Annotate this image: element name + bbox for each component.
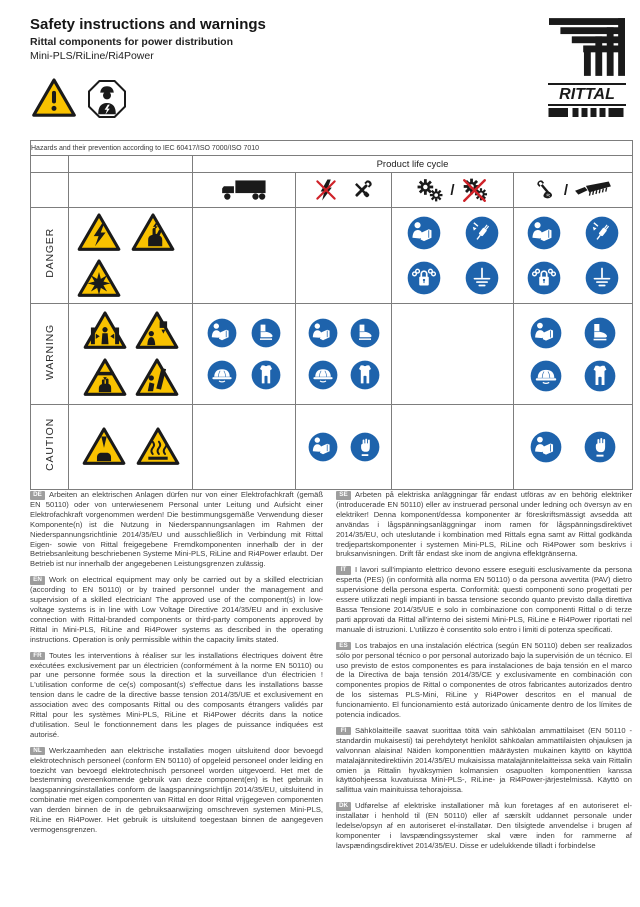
danger-transport-cell	[193, 208, 296, 304]
header-warning-icons	[30, 76, 127, 121]
brush-icon	[574, 181, 612, 200]
language-badge: FI	[336, 727, 351, 736]
paragraph-text: Work on electrical equipment may only be carried out by a skilled electrician (according to EN 50110) or by trained personnel under the management and supervision of a skilled electrician! The approved use of the component(s) in low-voltage systems is in line with Low Voltage Directive 2014/35/EU and in exclusive connection with Rittal-branded components or third-party components approved by Rittal in Mini-PLS, RiLine and Ri4Power systems as described in the operating instructions. Operation is only permissible within the capacity limits stated.	[30, 575, 323, 644]
safety-paragraph-es	[336, 641, 632, 720]
high-voltage-icon	[77, 211, 121, 255]
protective-gloves-icon	[350, 432, 380, 462]
language-badge: ES	[336, 642, 351, 651]
caution-operation-cell	[392, 405, 514, 490]
lockout-icon	[527, 261, 561, 295]
severity-label-caution: CAUTION	[31, 405, 69, 490]
crossed-tools-icon	[350, 178, 374, 202]
danger-maintenance-cell	[514, 208, 633, 304]
paragraph-text: Werkzaamheden aan elektrische installaties mogen uitsluitend door bevoegd elektrotechnisch personeel (conform EN 50110) of opgeleid personeel onder leiding en toezicht van bevoegd elektrotechnisch personeel worden uitgevoerd. Het met de bestemming overeenkomende gebruik van deze component(en) is het gebruik in laagspanningsinstallaties conform de laagspanningsrichtlijn 2014/35/EU, uitsluitend in combinatie met eigen componenten van Rittal en door Rittal vrijgegeven componenten van derden binnen de in de gebruiksaanwijzing omschreven systemen Mini-PLS, RiLine en Ri4Power. Het gebruik is uitsluitend toegestaan binnen de aangegeven vermogensgrenzen.	[30, 745, 323, 834]
gears-icon	[417, 177, 444, 204]
hot-surface-icon	[136, 425, 180, 469]
product-line-title: Mini-PLS/RiLine/Ri4Power	[30, 50, 154, 62]
danger-assembly-cell	[296, 208, 392, 304]
hand-injury-icon	[83, 356, 127, 400]
rittal-logo-text: RITTAL	[548, 83, 626, 106]
rittal-logo-blocks-icon	[548, 108, 624, 117]
severity-label-warning: WARNING	[31, 304, 69, 405]
electric-shock-hand-icon	[131, 211, 175, 255]
earth-connection-icon	[585, 261, 619, 295]
read-manual-icon	[308, 318, 338, 348]
protective-gloves-icon	[584, 431, 616, 463]
empty-cell	[69, 173, 193, 208]
safety-paragraph-fr	[30, 651, 323, 740]
safety-paragraph-fi	[336, 726, 632, 795]
no-live-working-icon	[314, 178, 338, 202]
overhead-load-icon	[135, 309, 179, 353]
safety-paragraph-en	[30, 575, 323, 644]
warning-maintenance-cell	[514, 304, 633, 405]
electrician-octagon-icon	[87, 79, 127, 119]
severity-label-danger: DANGER	[31, 208, 69, 304]
disconnect-plug-icon	[465, 216, 499, 250]
warning-assembly-cell	[296, 304, 392, 405]
safety-paragraph-dk	[336, 801, 632, 851]
truck-icon	[221, 177, 267, 204]
earth-connection-icon	[465, 261, 499, 295]
empty-cell	[69, 156, 193, 173]
safety-boots-icon	[584, 317, 616, 349]
read-manual-icon	[527, 216, 561, 250]
language-badge: EN	[30, 576, 45, 585]
multilingual-text-right	[336, 490, 632, 857]
general-warning-icon	[30, 76, 78, 121]
hand-wrench-icon	[534, 178, 558, 202]
column-header-transport	[193, 173, 296, 208]
slash-separator: /	[563, 181, 569, 199]
safety-boots-icon	[251, 318, 281, 348]
safety-helmet-icon	[207, 360, 237, 390]
safety-paragraph-de	[30, 490, 323, 569]
warning-hazards-cell	[69, 304, 193, 405]
caution-maintenance-cell	[514, 405, 633, 490]
caution-transport-cell	[193, 405, 296, 490]
caution-hazards-cell	[69, 405, 193, 490]
tipping-hazard-icon	[135, 356, 179, 400]
paragraph-text: Sähkölaitteille saavat suorittaa töitä vain sähköalan ammattilaiset (EN 50110 -standardin mukaisesti) tai perehdytetyt henkilöt sähköalan ammattilaisten ohjauksen ja valvonnan alaisina! Näiden komponenttien määräysten mukainen käyttö on käyttöä matalajännitedirektiivin 2014/35/EU mukaisissa matalajännitelaitteissa sekä vain Rittalin omien ja Rittalin hyväksymien kolmansien osapuolten komponenttien kanssa käyttöohjeessa kuvatuissa Mini-PLS-, RiLine- ja Ri4Power-järjestelmissä. Käyttö on sallittua vain mainituissa tehorajoissa.	[336, 725, 632, 795]
explosive-atmosphere-icon	[77, 257, 121, 301]
page-subtitle: Rittal components for power distribution	[30, 36, 233, 48]
empty-cell	[31, 156, 69, 173]
rittal-logo	[548, 18, 626, 117]
protective-clothing-icon	[251, 360, 281, 390]
read-manual-icon	[530, 431, 562, 463]
read-manual-icon	[407, 216, 441, 250]
lockout-icon	[407, 261, 441, 295]
rittal-logo-mark-icon	[549, 18, 625, 76]
paragraph-text: Toutes les interventions à réaliser sur les installations électriques doivent être exécutées exclusivement par un électricien (conformément à la norme EN 50110) ou par une personne formée sous la direction et la surveillance d'un électricien ! L'utilisation conforme de ce(s) composant(s) s'effectue dans les installations basse tension dans le cadre de la directive basse tension 2014/35/UE et exclusivement en association avec des composants Rittal ou des composants étrangers validés par Rittal pour les systèmes Mini-PLS, RiLine et Ri4Power décrits dans la notice d'utilisation. Seul le fonctionnement dans les plages de puissance indiquées est autorisé.	[30, 650, 323, 739]
danger-hazards-cell	[69, 208, 193, 304]
page-title: Safety instructions and warnings	[30, 16, 266, 33]
protective-clothing-icon	[584, 360, 616, 392]
language-badge: SE	[336, 491, 351, 500]
safety-helmet-icon	[308, 360, 338, 390]
paragraph-text: Arbeten på elektriska anläggningar får endast utföras av en behörig elektriker (introducerade EN 50110) eller av instruerad personal under ledning och översyn av en elektriker! Denna komponent/dessa komponenter är föreskriftsmässigt avsedda att användas i lågspänningsanläggningar inom ramen för lågspänningsdirektivet 2014/35/EU, och uteslutande i kombination med Rittals egna samt av Rittal godkända tredjepartskomponenter i systemen Mini-PLS, RiLine och Ri4Power som beskrivs i bruksanvisningen. Drift får endast ske inom de angivna effektgränserna.	[336, 490, 632, 559]
warning-transport-cell	[193, 304, 296, 405]
slash-separator: /	[450, 181, 455, 199]
protective-clothing-icon	[350, 360, 380, 390]
product-life-cycle-header: Product life cycle	[193, 156, 633, 173]
multilingual-text-left	[30, 490, 323, 841]
hazard-table	[30, 140, 633, 490]
safety-helmet-icon	[530, 360, 562, 392]
language-badge: NL	[30, 747, 45, 756]
paragraph-text: Udførelse af elektriske installationer må kun foretages af en autoriseret el-installatør i henhold til (EN 50110) eller af særskilt uddannet personale under ledelse/opsyn af en autoriseret el-installatør. Den tilsigtede anvendelse i brugen af komponenter i lavspændingssystemer skal være inden for rammerne af lavspændingsdirektivet 2014/35/EU. Disse er udelukkende tilladt i forbindelse	[336, 801, 632, 850]
language-badge: DK	[336, 802, 351, 811]
paragraph-text: I lavori sull'impianto elettrico devono essere eseguiti esclusivamente da persona esperta (PES) (in conformità alla norma EN 50110) o da persona avvertita (PAV) dietro supervisione della persona esperta. Conformità: questi componenti sono progettati per essere utilizzati negli impianti in bassa tensione secondo quanto previsto dalla direttiva Bassa Tensione 2014/35/UE e solo in combinazione con componenti Rittal o di terze parti approvati da Rittal all'interno dei sistemi Mini-PLS, RiLine e Ri4Power riportati nel manuale di istruzioni. L'utilizzo è consentito solo entro i limiti di potenza specificati.	[336, 565, 632, 634]
caution-assembly-cell	[296, 405, 392, 490]
sharp-elements-icon	[82, 425, 126, 469]
danger-operation-cell	[392, 208, 514, 304]
column-header-assembly-no-power	[296, 173, 392, 208]
document-header	[30, 16, 628, 103]
language-badge: DE	[30, 491, 45, 500]
gears-crossed-icon	[461, 177, 488, 204]
language-badge: IT	[336, 566, 351, 575]
safety-paragraph-se	[336, 490, 632, 559]
column-header-maintenance-cleaning	[514, 173, 633, 208]
safety-paragraph-nl	[30, 746, 323, 835]
paragraph-text: Los trabajos en una instalación eléctrica (según EN 50110) deben ser realizados sólo por personal técnico o por personal autorizado bajo la supervisión de un técnico. El uso previsto de estos componentes es para instalaciones de baja tensión en el marco de la Directiva de baja tensión 2014/35/CE y exclusivamente en combinación con componentes propios de Rittal o componentes de otros fabricantes autorizados dentro de los sistemas PLS-Mini, RiLine y Ri4Power descritos en el manual de funcionamiento. El funcionamiento está autorizado únicamente dentro de los límites de potencia indicados.	[336, 640, 632, 720]
crushing-icon	[83, 309, 127, 353]
table-caption: Hazards and their prevention according to IEC 60417/ISO 7000/ISO 7010	[31, 144, 260, 152]
disconnect-plug-icon	[585, 216, 619, 250]
empty-cell	[31, 173, 69, 208]
read-manual-icon	[207, 318, 237, 348]
column-header-operation	[392, 173, 514, 208]
read-manual-icon	[308, 432, 338, 462]
paragraph-text: Arbeiten an elektrischen Anlagen dürfen nur von einer Elektrofachkraft (gemäß EN 50110) oder von unterwiesenem Personal unter Leitung und Aufsicht einer Elektrofachkraft vorgenommen werden! Die bestimmungsgemäße Verwendung dieser Komponente(n) ist die Nutzung in Niederspannungsanlagen im Rahmen der Niederspannungsrichtlinie 2014/35/EU und ausschließlich in Verbindung mit Rittal Eigen- sowie von Rittal freigegebene Fremdkomponenten innerhalb der in der Betriebsanleitung beschriebenen Systeme Mini-PLS, RiLine and Ri4Power erlaubt. Der Betrieb ist nur innerhalb der angegebenen Leistungsgrenzen zulässig.	[30, 490, 323, 569]
safety-paragraph-it	[336, 565, 632, 634]
safety-boots-icon	[350, 318, 380, 348]
read-manual-icon	[530, 317, 562, 349]
language-badge: FR	[30, 652, 45, 661]
hazard-table-wrap	[30, 140, 632, 490]
warning-operation-cell	[392, 304, 514, 405]
